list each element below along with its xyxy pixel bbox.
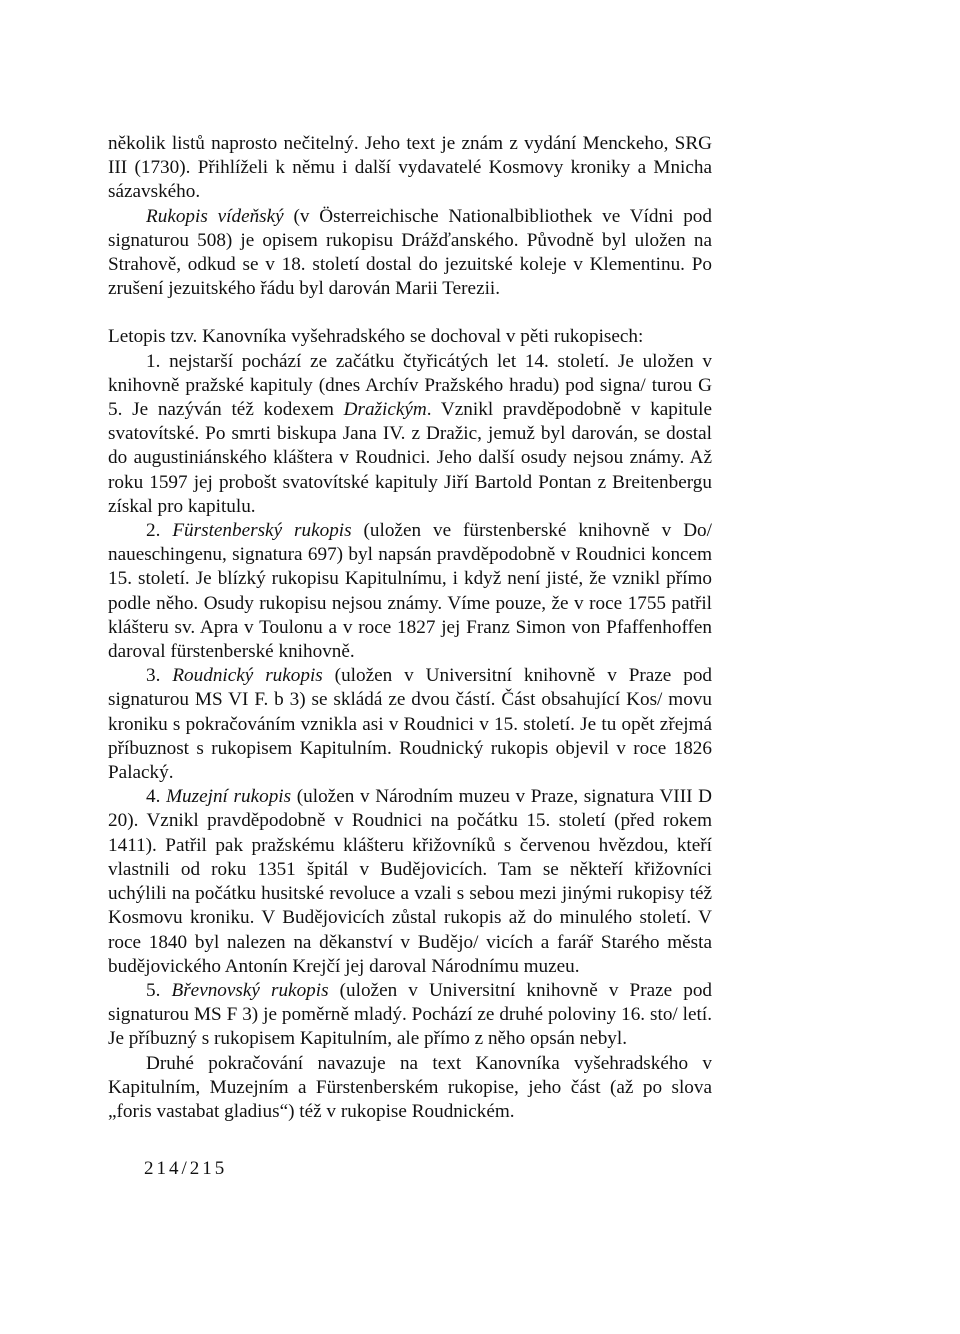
manuscript-title-vienna: Rukopis vídeňský xyxy=(146,205,284,227)
list-item-3 xyxy=(108,664,712,785)
paragraph-vienna-manuscript xyxy=(108,205,712,302)
list-item-2 xyxy=(108,519,712,664)
paragraph-intro: několik listů naprosto nečitelný. Jeho text je znám z vydání Menckeho, SRG III (1730). Přihlíželi k němu i další vydavatelé Kosmovy kroniky a Mnicha sázavského. xyxy=(108,133,712,203)
manuscript-title-brevnovsky: Břevnovský rukopis xyxy=(171,979,329,1001)
list-item-number: 4. xyxy=(146,786,167,808)
list-item-number: 3. xyxy=(146,665,173,687)
list-item-number: 5. xyxy=(146,979,172,1001)
list-item-text: 1. nejstarší pochází ze začátku čtyřicátých let 14. století. Je uložen v knihovně pražské kapituly (dnes Archív Pražského hradu) pod signa/ turou G 5. Je nazýván též kodexem xyxy=(108,350,712,421)
manuscript-title-muzejni: Muzejní rukopis xyxy=(166,786,292,808)
manuscript-title-roudnicky: Roudnický rukopis xyxy=(172,665,323,687)
list-item-text: (uložen v Universitní knihovně v Praze pod signaturou MS F 3) je poměrně mladý. Pochází ze druhé poloviny 16. sto/ letí. Je příbuzný s rukopisem Kapitulním, ale přímo z něho opsán nebyl. xyxy=(108,979,713,1050)
paragraph-text: (v Österreichische Nationalbibliothek ve Vídni pod signaturou 508) je opisem rukopisu Drážďanského. Původně byl uložen na Strahově, odkud se v 18. století dostal do jezuitské koleje v Klementinu. Po zrušení jezuitského řádu byl darován Marii Terezii. xyxy=(108,205,712,300)
paragraph-chronicle-intro: Letopis tzv. Kanovníka vyšehradského se dochoval v pěti rukopisech: xyxy=(108,326,644,348)
paragraph-second-continuation: Druhé pokračování navazuje na text Kanovníka vyšehradského v Kapitulním, Muzejním a Fürstenberském rukopise, jeho část (až po slova „foris vastabat gladius“) též v rukopise Roudnickém. xyxy=(108,1052,712,1122)
page-number: 214/215 xyxy=(144,1158,228,1179)
list-item-5 xyxy=(108,979,712,1052)
list-item-text: (uložen v Národním muzeu v Praze, signatura VIII D 20). Vznikl pravděpodobně v Roudnici na počátku 15. století (před rokem 1411). Patřil pak pražskému klášteru křižovníků s červenou hvězdou, kteří vlastnili od roku 1351 špitál v Budějovicích. Tam se někteří křižovníci uchýlili na počátku husitské revoluce a vzali s sebou mezi jinými rukopisy též Kosmovu kroniku. V Budějovicích zůstal rukopis až do minulého století. V roce 1840 byl nalezen na děkanství v Budějo/ vicích a farář Starého města budějovického Antonín Krejčí jej daroval Národnímu muzeu. xyxy=(108,786,712,977)
list-item-text: . Vznikl pravděpodobně v kapitule svatovítské. Po smrti biskupa Jana IV. z Dražic, jemuž byl darován, se dostal do augustiniánského kláštera v Roudnici. Jeho další osudy nejsou známy. Až roku 1597 jej probošt svatovítské kapituly Jiří Bartold Pontan z Breitenbergu získal pro kapitulu. xyxy=(108,399,713,517)
page-body xyxy=(108,132,712,1124)
list-item-text: (uložen v Universitní knihovně v Praze pod signaturou MS VI F. b 3) se skládá ze dvou částí. Část obsahující Kos/ movu kroniku s pokračováním vznikla asi v Roudnici v 15. století. Je tu opět zřejmá příbuznost s rukopisem Kapitulním. Roudnický rukopis objevil v roce 1826 Palacký. xyxy=(108,665,713,784)
list-item-text: (uložen ve fürstenberské knihovně v Do/ naueschingenu, signatura 697) byl napsán pravděpodobně v Roudnici koncem 15. století. Je blízký rukopisu Kapitulnímu, i když není jisté, že vznikl přímo podle něho. Osudy rukopisu nejsou známy. Víme pouze, že v roce 1755 patřil klášteru sv. Apra v Toulonu a v roce 1827 jej Franz Simon von Pfaffenhoffen daroval fürstenberské knihovně. xyxy=(108,520,712,663)
list-item-1 xyxy=(108,350,712,519)
manuscript-title-furstenbersky: Fürstenberský rukopis xyxy=(172,520,352,542)
manuscript-title-drazicky: Dražickým xyxy=(343,399,427,421)
list-item-number: 2. xyxy=(146,520,173,542)
list-item-4 xyxy=(108,785,712,979)
